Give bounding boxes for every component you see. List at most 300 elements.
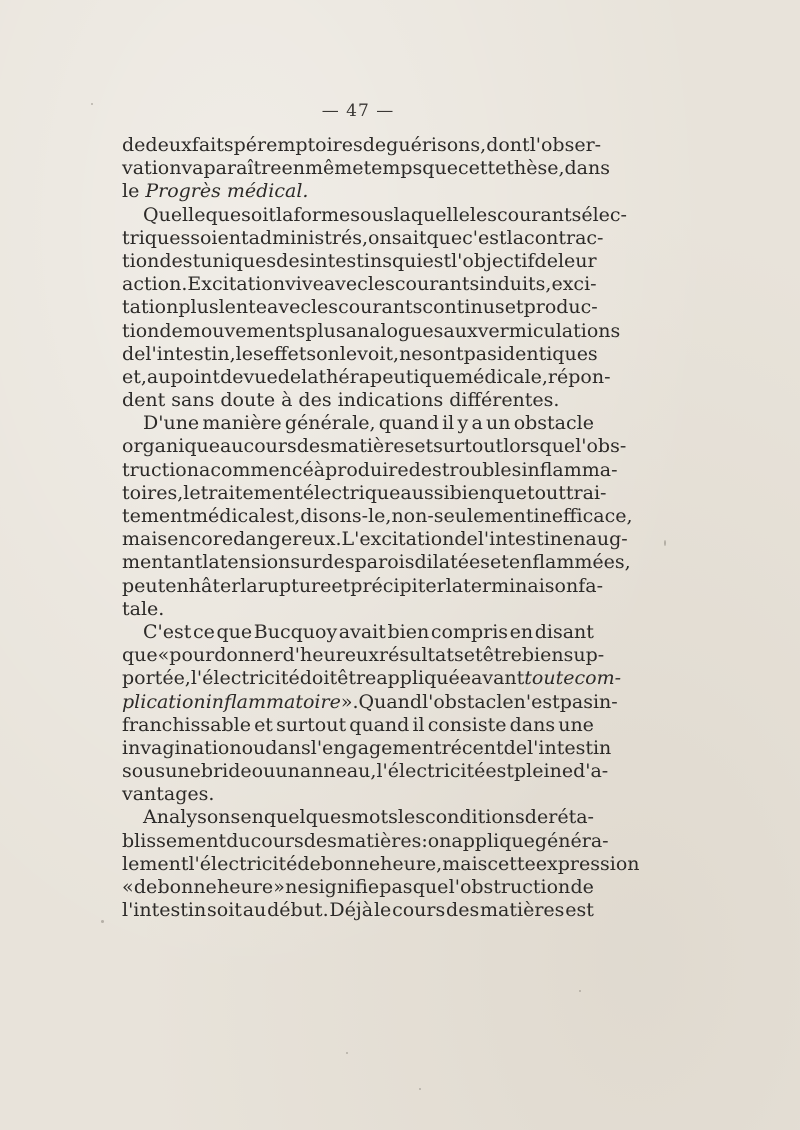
text-word: avec [323,273,368,296]
text-word: à [281,389,293,412]
text-word: troubles [441,458,522,481]
text-word: que [426,226,463,249]
text-word: que [122,644,158,667]
text-word: une [165,760,201,783]
text-line [122,134,602,157]
text-line [122,481,607,505]
text-word: ce [193,620,215,643]
text-word: le [373,899,392,922]
text-word: commencé [210,458,314,481]
text-word: la [506,226,525,249]
text-word: de [159,319,183,342]
text-word: intestins [309,249,392,272]
text-word: analogues [345,319,444,342]
text-word: avec [267,296,311,319]
text-word: vive [285,273,324,296]
text-word: médical [190,505,266,527]
text-word: identiques [496,342,598,365]
text-word: être [337,667,377,690]
text-word: Déjà [329,899,374,922]
text-word: l'intestin [477,528,563,551]
text-word: inefficace, [533,505,633,527]
text-word: disons-le, [300,505,392,527]
text-word: l'électricité [188,852,298,875]
text-word: l'intestin [527,736,612,759]
text-word: bien [449,481,492,504]
text-word: de [362,134,387,156]
text-word: de [277,365,302,388]
text-line [122,296,598,319]
text-word: com- [574,667,622,690]
text-word: « [157,644,170,667]
text-line [122,528,628,551]
text-word: bien [521,644,564,667]
text-word: enflammées, [508,551,631,574]
text-word: matières [480,899,565,922]
text-word: générale, [284,412,376,435]
text-word: cours [243,435,297,458]
text-word: l'électricité [190,667,300,690]
text-word: sous [350,203,394,226]
text-line [122,458,618,482]
text-word: aussi [400,481,450,504]
text-word: sous [122,760,166,783]
text-word: c'est [462,226,507,249]
text-word: compris [430,620,509,643]
paper-speck [579,990,581,992]
text-word: plus [178,296,219,319]
text-word: sans [171,389,215,412]
text-word: les [235,342,263,365]
text-word: péremptoires [233,134,363,156]
text-word: plication [122,690,206,713]
text-word: D'une [143,412,200,435]
text-word: manière [202,412,282,435]
text-word: vue [243,365,278,388]
text-word: les [469,203,497,226]
text-word: faits [191,134,234,156]
text-word: ou [251,760,276,783]
text-word: d'heureux [282,644,379,667]
text-word: il [412,713,425,736]
text-word: précipiter [350,574,446,597]
text-line [122,598,594,621]
text-line [122,226,604,250]
text-word: pas [463,342,497,365]
text-word: et [414,435,434,458]
text-word: bonne [157,876,217,898]
text-word: que [205,203,242,226]
text-word: non-seulement [391,505,534,527]
text-word: : [421,829,428,852]
text-line [122,736,612,760]
text-word: voit, [357,342,400,365]
text-word: le [183,481,201,504]
paper-speck [419,1088,421,1090]
text-line [122,505,633,528]
text-word: parois [354,551,415,574]
text-word: anneau, [299,760,377,783]
text-word: est [422,249,452,272]
text-word: » [273,876,285,898]
text-word: rupture [257,574,332,597]
text-word: et [254,713,273,736]
text-word: C'est [143,620,192,643]
text-word: des [159,249,193,272]
text-line [122,412,594,435]
text-word: Quelle [143,203,206,226]
text-word: de [503,736,528,759]
text-word: dans [509,713,556,736]
text-line [122,899,594,922]
text-word: appliquée [376,667,472,690]
text-word: ne [285,876,309,898]
text-line [122,783,594,806]
text-word: cours [250,829,304,852]
text-line [122,714,594,737]
text-word: quand [349,713,410,736]
text-word: obstacle [513,412,594,435]
text-word: que [422,157,458,180]
text-word: forme [293,203,351,226]
text-word: avait [338,620,386,643]
text-word: les [310,296,339,319]
text-word: terminaison [463,574,579,597]
text-word: quelques [263,806,351,829]
text-word: tale. [122,597,165,620]
text-line [122,644,605,667]
text-line [122,273,597,296]
text-word: début. [267,899,329,922]
text-word: vantages. [122,783,215,806]
text-word: cours [392,899,446,922]
text-word: hâter [188,574,241,597]
text-word: qui [391,249,423,272]
text-word: on [368,226,392,249]
text-word: soient [190,226,249,249]
text-word: même [304,157,364,180]
text-word: expression [535,852,640,875]
text-word: des [446,899,480,922]
text-word: l'intestin, [145,342,236,365]
text-word: traitement [200,481,303,504]
text-word: récent [441,736,504,759]
text-word: de [570,876,594,898]
text-word: courants [496,203,582,226]
text-word: lente [218,296,268,319]
text-word: d'a- [573,760,609,783]
text-word: et [331,574,351,597]
text-word: sait [391,226,427,249]
text-word: pas [559,690,593,713]
text-word: généra- [534,829,609,852]
text-word: l'obser- [529,134,602,156]
text-word: aux [443,319,478,342]
text-word: a [198,458,211,481]
page-number: — 47 — [321,101,395,121]
text-word: l'engagement [310,736,442,759]
text-word: organique [122,435,220,458]
text-word: truction [122,458,199,481]
text-line [122,690,618,714]
body-text [122,134,640,922]
text-word: tuniques [192,249,277,272]
text-word: et, [122,365,147,388]
text-word: courants [338,296,423,319]
text-word: consiste [427,713,507,736]
text-line [122,180,594,203]
text-line [122,389,594,412]
text-line [122,435,627,458]
text-word: médical. [226,180,309,203]
text-word: différentes. [449,389,560,412]
text-word: franchissable [122,713,251,736]
text-word: bonne [320,852,381,875]
text-word: il [442,412,455,435]
text-word: invagination [122,736,242,759]
text-word: disant [534,620,594,643]
text-word: un [485,412,511,435]
text-word: inflamma- [521,458,618,481]
text-word: mots [351,806,398,829]
text-word: l'électricité [376,760,486,783]
text-word: sup- [563,644,605,667]
text-word: en [240,806,264,829]
text-word: sur [290,551,322,574]
text-word: cette [487,852,536,875]
text-word: du [226,829,251,852]
text-word: bride [200,760,252,783]
text-word: aug- [585,528,628,551]
text-word: la [202,551,220,574]
text-word: peut [122,574,166,597]
text-word: bien [387,620,430,643]
text-word: élec- [581,203,627,226]
text-word: encore [167,528,234,551]
text-line [122,574,604,598]
text-word: des [303,829,337,852]
text-word: va [181,157,204,180]
text-word: y [457,412,469,435]
text-word: et [463,644,483,667]
text-word: on [316,342,340,365]
text-word: est, [265,505,301,527]
text-word: la [445,574,464,597]
text-word: mouvements [182,319,306,342]
text-word: sont [422,342,464,365]
text-word: soit [241,203,277,226]
text-word: plus [305,319,346,342]
text-word: est [485,760,515,783]
text-word: fa- [578,574,604,597]
text-line [122,551,631,574]
text-word: lement [122,852,189,875]
text-word: point [170,365,221,388]
paper-speck [346,1052,348,1054]
text-word: leur [557,249,597,272]
text-word: toires, [122,481,184,504]
text-word: l'obstacle [422,690,514,713]
text-word: « [122,876,134,898]
text-word: lorsque [503,435,576,458]
text-word: de [534,249,558,272]
text-word: contrac- [524,226,604,249]
text-word: produire [325,458,409,481]
text-word: administrés, [248,226,368,249]
text-word: que [412,876,449,898]
text-word: ne [399,342,423,365]
text-word: signifie [308,876,380,898]
text-word: doit [299,667,338,690]
text-word: trai- [565,481,607,504]
text-word: en [281,157,305,180]
text-word: Progrès [145,180,221,203]
text-word: paraître [203,157,282,180]
text-word: des [408,458,442,481]
text-word: continus [422,296,505,319]
text-word: le [339,342,358,365]
text-word: heure, [380,852,443,875]
text-word: Analysons [143,806,241,829]
text-word: tension [219,551,291,574]
text-word: répon- [547,365,611,388]
text-word: au [242,899,267,922]
text-word: induits, [479,273,552,296]
text-word: de [524,806,549,829]
paper-speck [91,103,93,105]
text-word: tement [122,505,191,527]
text-word: in- [592,690,618,713]
text-word: le [122,180,140,203]
text-word: électrique [302,481,401,504]
text-word: mentant [122,551,203,574]
text-line [122,319,621,343]
text-word: la [240,574,258,597]
text-word: la [301,365,319,388]
text-word: au [219,435,244,458]
text-word: en [509,620,534,643]
text-word: L'excitation [341,528,455,551]
text-word: de [454,528,478,551]
text-word: guérisons, [386,134,487,156]
text-word: on [427,829,452,852]
paper-speck [664,540,666,546]
text-word: ou [241,736,266,759]
text-word: doute [220,389,276,412]
text-word: matières [329,435,415,458]
text-word: n'est [513,690,560,713]
text-word: matières [336,829,422,852]
text-line [122,806,594,829]
text-word: des [296,435,330,458]
text-word: à [313,458,326,481]
text-word: que [491,481,527,504]
text-line [122,876,594,899]
text-word: vermiculations [477,319,621,342]
text-word: blissement [122,829,227,852]
text-word: Bucquoy [253,620,338,643]
text-line [122,249,597,273]
text-word: l'objectif [451,249,535,272]
text-word: tout [526,481,566,504]
text-word: résultats [379,644,464,667]
text-word: heure [217,876,274,898]
text-word: toute [524,667,575,690]
text-word: temps [363,157,423,180]
text-word: est [565,899,594,922]
text-word: tion [122,249,160,272]
text-word: les [397,806,425,829]
text-word: exci- [551,273,597,296]
text-word: l'obs- [575,435,627,458]
text-word: l'obstruction [448,876,571,898]
text-word: produc- [523,296,598,319]
text-word: mais [442,852,488,875]
text-word: conditions [425,806,525,829]
text-word: en [562,528,586,551]
text-word: un [275,760,300,783]
text-word: thérapeutique [318,365,456,388]
text-word: surtout [433,435,504,458]
text-line [122,157,610,180]
text-word: action. [122,273,188,296]
text-word: dangereux. [233,528,342,551]
text-word: tation [122,296,179,319]
text-word: de [122,134,146,156]
text-word: pleine [514,760,574,783]
text-word: être [482,644,522,667]
text-line [122,621,594,644]
text-word: des [321,551,355,574]
text-word: effets [262,342,317,365]
text-word: dent [122,389,166,412]
text-word: de [297,852,321,875]
text-word: inflammatoire [205,690,341,713]
text-word: mais [122,528,168,551]
text-word: pour [169,644,215,667]
text-word: courants [394,273,480,296]
text-word: indications [337,389,444,412]
text-line [122,365,611,389]
text-line [122,852,640,876]
text-word: laquelle [393,203,470,226]
text-word: surtout [276,713,347,736]
text-word: dans [564,157,610,180]
text-word: ». [340,690,359,713]
text-word: et [490,551,509,574]
text-line [122,829,609,853]
text-word: les [367,273,395,296]
text-word: des [276,249,310,272]
text-word: Quand [358,690,423,713]
text-word: tion [122,319,160,342]
text-word: Excitation [187,273,286,296]
text-word: applique [451,829,535,852]
text-word: quand [378,412,439,435]
text-word: l'intestin [122,899,207,922]
text-word: triques [122,226,191,249]
text-word: donner [214,644,283,667]
text-word: dilatées [414,551,490,574]
paper-speck [101,920,104,923]
text-word: dans [265,736,311,759]
text-word: portée, [122,667,191,690]
text-word: cette [457,157,507,180]
text-word: et [504,296,524,319]
text-word: vation [122,157,182,180]
text-word: que [216,620,253,643]
text-word: pas [379,876,413,898]
